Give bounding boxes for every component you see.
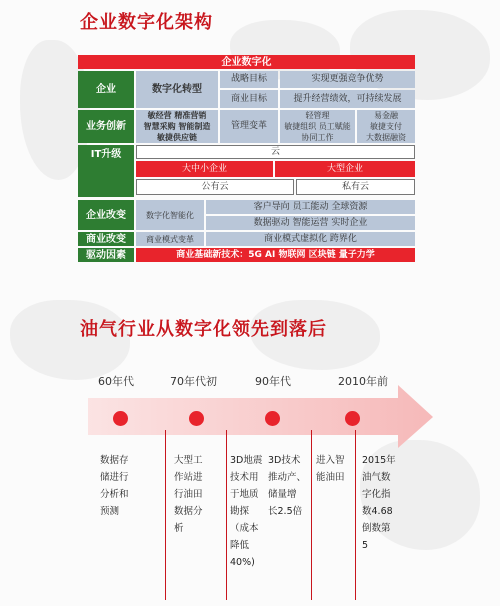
- era-year: 70年代初: [170, 375, 217, 388]
- section-title-architecture: 企业数字化架构: [80, 12, 213, 33]
- digital-intelligence-cell: 数字化智能化: [136, 200, 204, 230]
- era-desc-2010a: [316, 452, 345, 486]
- large-enterprise-cell: 大型企业: [275, 161, 415, 177]
- driver-desc: 商业基础新技术：5G AI 物联网 区块链 量子力学: [136, 248, 415, 262]
- timeline-dot: [345, 411, 360, 426]
- desc-line: 析: [174, 523, 184, 534]
- desc-line: 储量增: [268, 489, 297, 500]
- desc-line: 3D地震: [230, 455, 263, 466]
- strategy-goal-cell: 战略目标: [220, 71, 278, 88]
- era-year: 2010年前: [338, 375, 388, 388]
- desc-line: 数据存: [100, 455, 129, 466]
- divider-line: [226, 430, 227, 600]
- era-desc-70s: [174, 452, 203, 537]
- desc-line: 能油田: [316, 472, 345, 483]
- row-label-business-change: 商业改变: [78, 232, 134, 246]
- desc-line: 预测: [100, 506, 120, 517]
- desc-line: 作站进: [174, 472, 203, 483]
- desc-line: 技术用: [230, 472, 259, 483]
- row-label-innovation: 业务创新: [78, 110, 134, 143]
- sme-cell: 大中小企业: [136, 161, 273, 177]
- row-label-enterprise: 企业: [78, 71, 134, 108]
- era-year: 90年代: [255, 375, 291, 388]
- timeline-arrow: [88, 385, 433, 450]
- desc-line: 倒数第: [362, 523, 391, 534]
- desc-line: 推动产、: [268, 472, 307, 483]
- desc-line: 大型工: [174, 455, 203, 466]
- desc-line: 勘探: [230, 506, 250, 517]
- desc-line: 长2.5倍: [268, 506, 303, 517]
- enterprise-change-desc1: 客户导向 员工能动 全球资源: [206, 200, 415, 214]
- desc-line: 字化指: [362, 489, 391, 500]
- architecture-diagram: [78, 55, 415, 270]
- row-label-driver: 驱动因素: [78, 248, 134, 262]
- desc-line: 分析和: [100, 489, 129, 500]
- timeline-dot: [265, 411, 280, 426]
- divider-line: [165, 430, 166, 600]
- enterprise-change-desc2: 数据驱动 智能运营 实时企业: [206, 216, 415, 230]
- era-desc-2010b: [362, 452, 396, 554]
- desc-line: 40%): [230, 557, 255, 568]
- cloud-cell: 云: [136, 145, 415, 159]
- desc-line: 油气数: [362, 472, 391, 483]
- timeline-dot: [113, 411, 128, 426]
- divider-line: [355, 430, 356, 600]
- desc-line: 数据分: [174, 506, 203, 517]
- timeline-dot: [189, 411, 204, 426]
- section-title-oil-gas: 油气行业从数字化领先到落后: [80, 319, 327, 340]
- desc-line: 于地质: [230, 489, 259, 500]
- era-year: 60年代: [98, 375, 134, 388]
- desc-line: 数4.68: [362, 506, 393, 517]
- innovation-items-cell: 敏经营 精准营销 智慧采购 智能制造 敏捷供应链: [136, 110, 218, 143]
- business-goal-cell: 商业目标: [220, 90, 278, 108]
- row-label-enterprise-change: 企业改变: [78, 200, 134, 230]
- business-model-change-cell: 商业模式变革: [136, 232, 204, 246]
- digital-transform-cell: 数字化转型: [136, 71, 218, 108]
- desc-line: 3D技术: [268, 455, 301, 466]
- easy-finance-cell: 易金融 敏捷支付 大数据融资: [357, 110, 415, 143]
- desc-line: 降低: [230, 540, 250, 551]
- header-bar: 企业数字化: [78, 55, 415, 69]
- era-desc-60s: [100, 452, 129, 520]
- row-label-it: IT升级: [78, 145, 134, 197]
- desc-line: 储进行: [100, 472, 129, 483]
- era-desc-90s-a: [230, 452, 262, 571]
- private-cloud-cell: 私有云: [296, 179, 415, 195]
- divider-line: [311, 430, 312, 600]
- desc-line: 5: [362, 540, 369, 551]
- management-change-cell: 管理变革: [220, 110, 278, 143]
- desc-line: 行油田: [174, 489, 203, 500]
- public-cloud-cell: 公有云: [136, 179, 294, 195]
- light-management-cell: 轻管理 敏捷组织 员工赋能 协同工作: [280, 110, 355, 143]
- desc-line: 进入智: [316, 455, 345, 466]
- era-desc-90s-b: [268, 452, 306, 520]
- strategy-goal-desc: 实现更强竞争优势: [280, 71, 415, 88]
- desc-line: 2015年: [362, 455, 396, 466]
- business-change-desc: 商业模式虚拟化 跨界化: [206, 232, 415, 246]
- desc-line: （成本: [230, 523, 259, 534]
- business-goal-desc: 提升经营绩效，可持续发展: [280, 90, 415, 108]
